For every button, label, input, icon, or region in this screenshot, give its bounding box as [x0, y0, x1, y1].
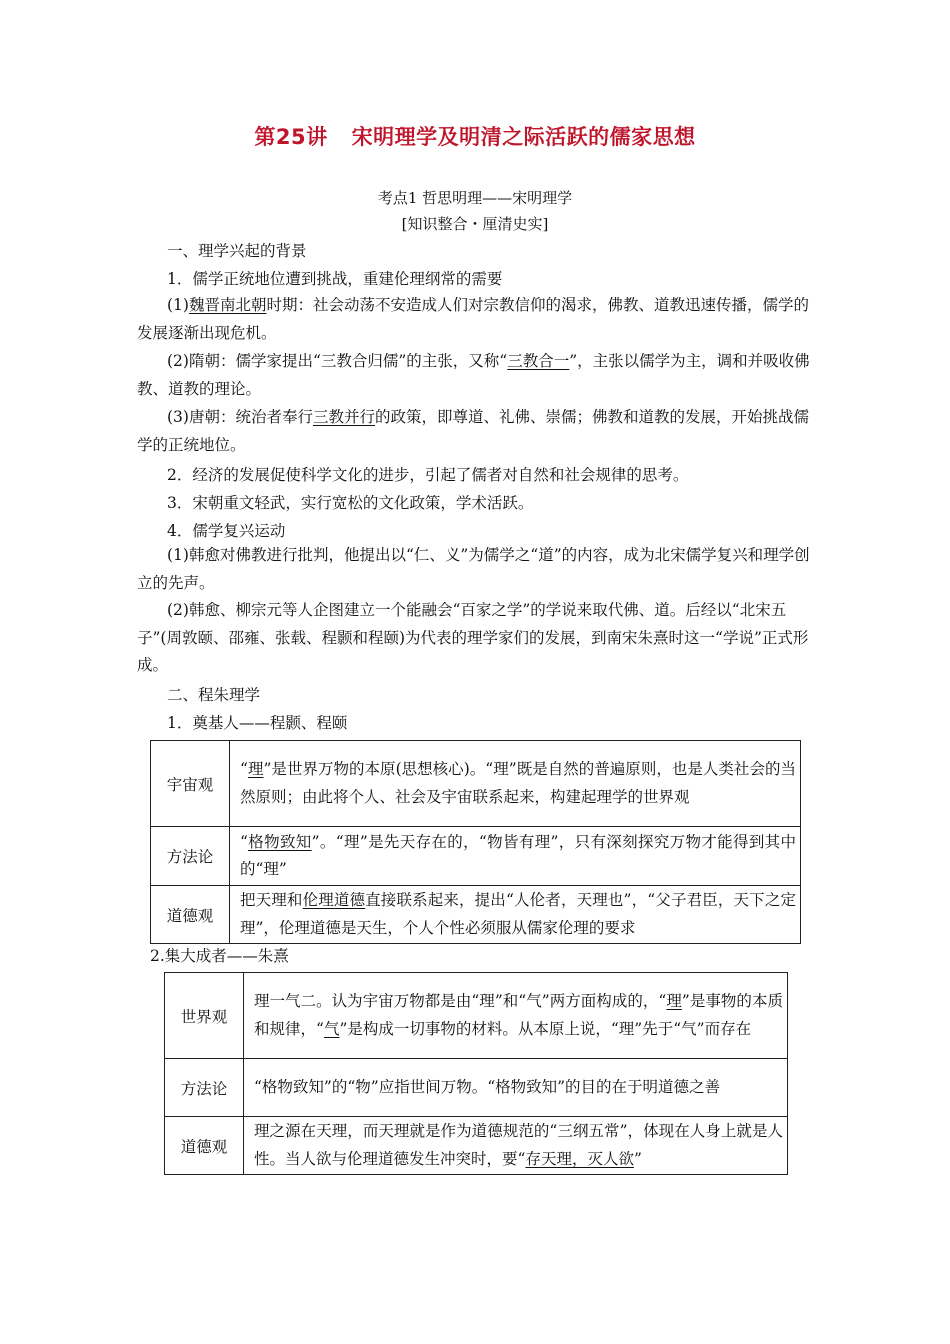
table-row [151, 827, 801, 886]
sub2-heading: 2.集大成者——朱熹 [150, 947, 289, 965]
item1: 1．儒学正统地位遭到挑战，重建伦理纲常的需要 [167, 270, 503, 288]
row-label: 方法论 [151, 827, 230, 886]
key-term: 理 [247, 760, 264, 778]
item4: 4．儒学复兴运动 [167, 522, 286, 540]
row-content: 把天理和伦理道德直接联系起来，提出“人伦者，天理也”，“父子君臣，天下之定理”，伦理道德是天生，个人个性必须服从儒家伦理的要求 [230, 886, 801, 944]
key-term: 格物致知 [247, 832, 312, 851]
table-row [151, 741, 801, 827]
row-content: “格物致知”。“理”是先天存在的，“物皆有理”，只有深刻探究万物才能得到其中的“理” [230, 827, 801, 886]
section2-heading: 二、程朱理学 [167, 686, 261, 704]
para-suichao: (2)隋朝：儒学家提出“三教合归儒”的主张，又称“三教合一”，主张以儒学为主，调和并吸收佛教、道教的理论。 [137, 352, 810, 398]
table-cheng-brothers [150, 740, 801, 944]
para-tangchao: (3)唐朝：统治者奉行三教并行的政策，即尊道、礼佛、崇儒；佛教和道教的发展，开始挑战儒学的正统地位。 [137, 408, 809, 454]
row-label: 宇宙观 [151, 741, 230, 827]
table-row [151, 886, 801, 944]
key-term: 伦理道德 [302, 891, 366, 909]
para-hanyu: (1)韩愈对佛教进行批判，他提出以“仁、义”为儒学之“道”的内容，成为北宋儒学复兴和理学创立的先声。 [137, 546, 810, 592]
table-row [165, 1117, 788, 1175]
row-content: “理”是世界万物的本原(思想核心)。“理”既是自然的普遍原则，也是人类社会的当然原则；由此将个人、社会及宇宙联系起来，构建起理学的世界观 [230, 741, 801, 827]
kaodian-heading: 考点1 哲思明理——宋明理学 [377, 189, 573, 207]
lecture-number: 第25讲 [254, 125, 328, 149]
item2: 2．经济的发展促使科学文化的进步，引起了儒者对自然和社会规律的思考。 [167, 466, 689, 484]
lecture-topic: 宋明理学及明清之际活跃的儒家思想 [351, 125, 696, 149]
table-row [165, 1059, 788, 1117]
row-content: 理之源在天理，而天理就是作为道德规范的“三纲五常”，体现在人身上就是人性。当人欲与伦理道德发生冲突时，要“存天理，灭人欲” [244, 1117, 788, 1175]
row-content: “格物致知”的“物”应指世间万物。“格物致知”的目的在于明道德之善 [244, 1059, 788, 1117]
key-term: 三教合一 [507, 352, 570, 370]
row-label: 道德观 [165, 1117, 244, 1175]
key-term: 三教并行 [312, 408, 375, 426]
page-title [0, 121, 950, 151]
key-term: 存天理，灭人欲 [525, 1149, 634, 1168]
key-term: 魏晋南北朝 [188, 296, 267, 314]
row-label: 世界观 [165, 973, 244, 1059]
key-term: 理 [666, 992, 682, 1010]
table-row [165, 973, 788, 1059]
zhishi-subheading: [知识整合・厘清史实] [401, 215, 549, 233]
row-content: 理一气二。认为宇宙万物都是由“理”和“气”两方面构成的，“理”是事物的本质和规律，“气”是构成一切事物的材料。从本原上说，“理”先于“气”而存在 [244, 973, 788, 1059]
table-zhuxi [164, 972, 788, 1175]
item3: 3．宋朝重文轻武，实行宽松的文化政策，学术活跃。 [167, 494, 534, 512]
para-weijin: (1)魏晋南北朝时期：社会动荡不安造成人们对宗教信仰的渴求，佛教、道教迅速传播，儒学的发展逐渐出现危机。 [137, 296, 809, 342]
section1-heading: 一、理学兴起的背景 [167, 242, 307, 260]
row-label: 道德观 [151, 886, 230, 944]
sub1-heading: 1．奠基人——程颢、程颐 [167, 714, 348, 732]
row-label: 方法论 [165, 1059, 244, 1117]
key-term: 气 [323, 1019, 340, 1038]
para-hanyu-liuzongyuan: (2)韩愈、柳宗元等人企图建立一个能融会“百家之学”的学说来取代佛、道。后经以“北宋五子”(周敦颐、邵雍、张载、程颢和程颐)为代表的理学家们的发展，到南宋朱熹时这一“学说”正式形成。 [137, 601, 809, 674]
